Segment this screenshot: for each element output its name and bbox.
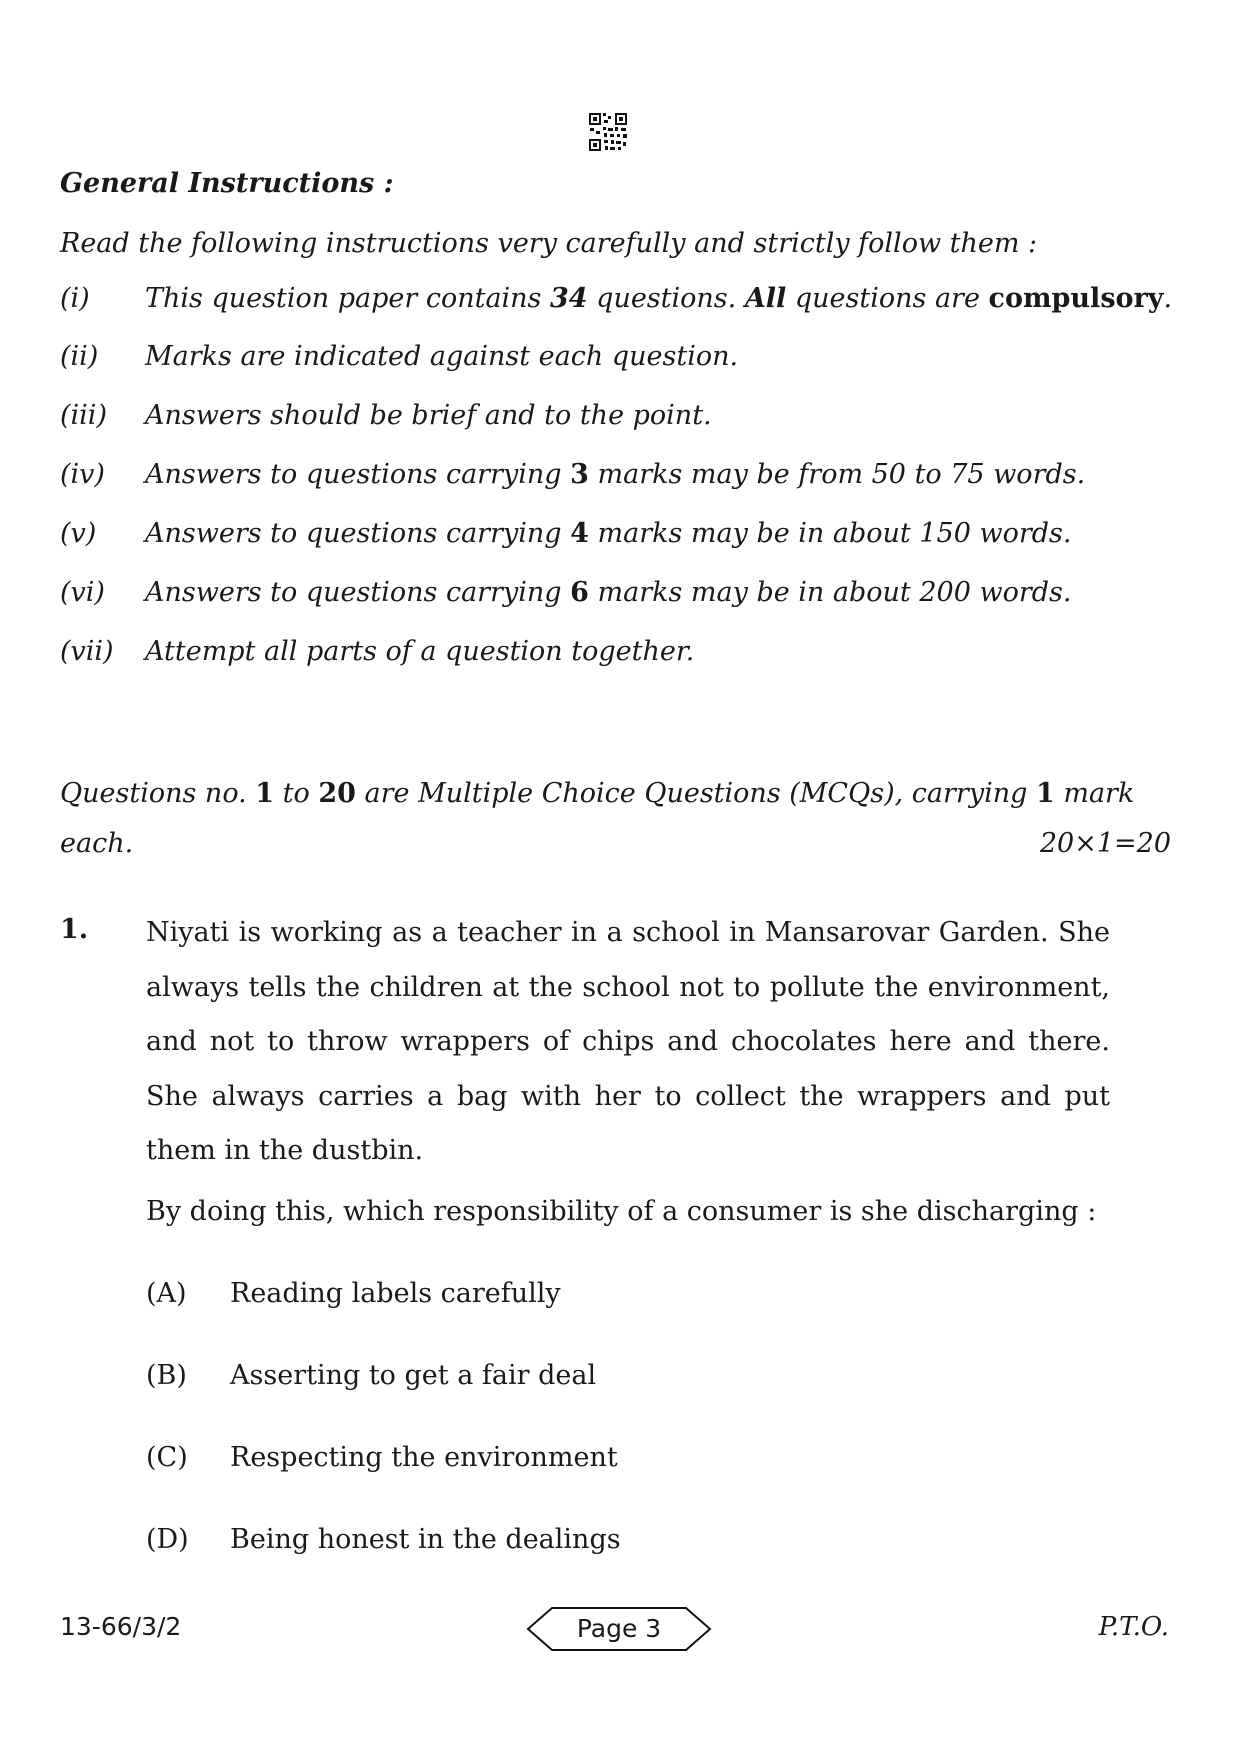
instruction-number: (v) [60, 518, 97, 549]
instruction-text: Answers should be brief and to the point. [145, 400, 712, 431]
instruction-number: (vi) [60, 577, 105, 608]
paper-code: 13-66/3/2 [60, 1612, 182, 1641]
pto-label: P.T.O. [1098, 1612, 1169, 1642]
instruction-text: Answers to questions carrying 6 marks may be in about 200 words. [145, 577, 1072, 608]
option-text: Reading labels carefully [230, 1278, 561, 1309]
instruction-text: Answers to questions carrying 3 marks may be from 50 to 75 words. [145, 459, 1086, 490]
general-instructions-title: General Instructions : [60, 168, 394, 199]
instruction-item [60, 636, 1160, 676]
instruction-item [60, 400, 1160, 440]
instruction-text: This question paper contains 34 questions. All questions are compulsory. [145, 283, 1173, 314]
instruction-item [60, 577, 1160, 617]
option-label: (C) [146, 1442, 188, 1473]
option-label: (B) [146, 1360, 187, 1391]
instruction-number: (ii) [60, 341, 99, 372]
option-label: (D) [146, 1524, 189, 1555]
instruction-item [60, 459, 1160, 499]
instruction-number: (vii) [60, 636, 114, 667]
instruction-number: (iii) [60, 400, 107, 431]
instruction-text: Marks are indicated against each question. [145, 341, 739, 372]
mcq-section-intro-cont: each. [60, 828, 134, 859]
question-number: 1. [60, 914, 89, 945]
general-instructions-intro: Read the following instructions very carefully and strictly follow them : [60, 228, 1038, 259]
instruction-text: Attempt all parts of a question together. [145, 636, 695, 667]
option-text: Asserting to get a fair deal [230, 1360, 597, 1391]
page-number-badge [526, 1606, 712, 1652]
question-prompt: By doing this, which responsibility of a consumer is she discharging : [146, 1196, 1097, 1227]
instruction-item [60, 341, 1160, 381]
instruction-item [60, 518, 1160, 558]
page-number: Page 3 [576, 1614, 662, 1643]
option-text: Respecting the environment [230, 1442, 618, 1473]
qr-code-icon [588, 112, 628, 152]
section-marks: 20×1=20 [1039, 828, 1171, 859]
question-text: Niyati is working as a teacher in a school in Mansarovar Garden. She always tells the children at the school not to pollute the environment, and not to throw wrappers of chips and chocolates here and there. She always carries a bag with her to collect the wrappers and put them in the dustbin. [146, 917, 1110, 1166]
instruction-number: (i) [60, 283, 90, 314]
instruction-item [60, 283, 1173, 323]
instruction-number: (iv) [60, 459, 105, 490]
option-label: (A) [146, 1278, 187, 1309]
instruction-text: Answers to questions carrying 4 marks may be in about 150 words. [145, 518, 1072, 549]
option-text: Being honest in the dealings [230, 1524, 621, 1555]
mcq-section-intro: Questions no. 1 to 20 are Multiple Choice Questions (MCQs), carrying 1 mark [60, 778, 1135, 809]
